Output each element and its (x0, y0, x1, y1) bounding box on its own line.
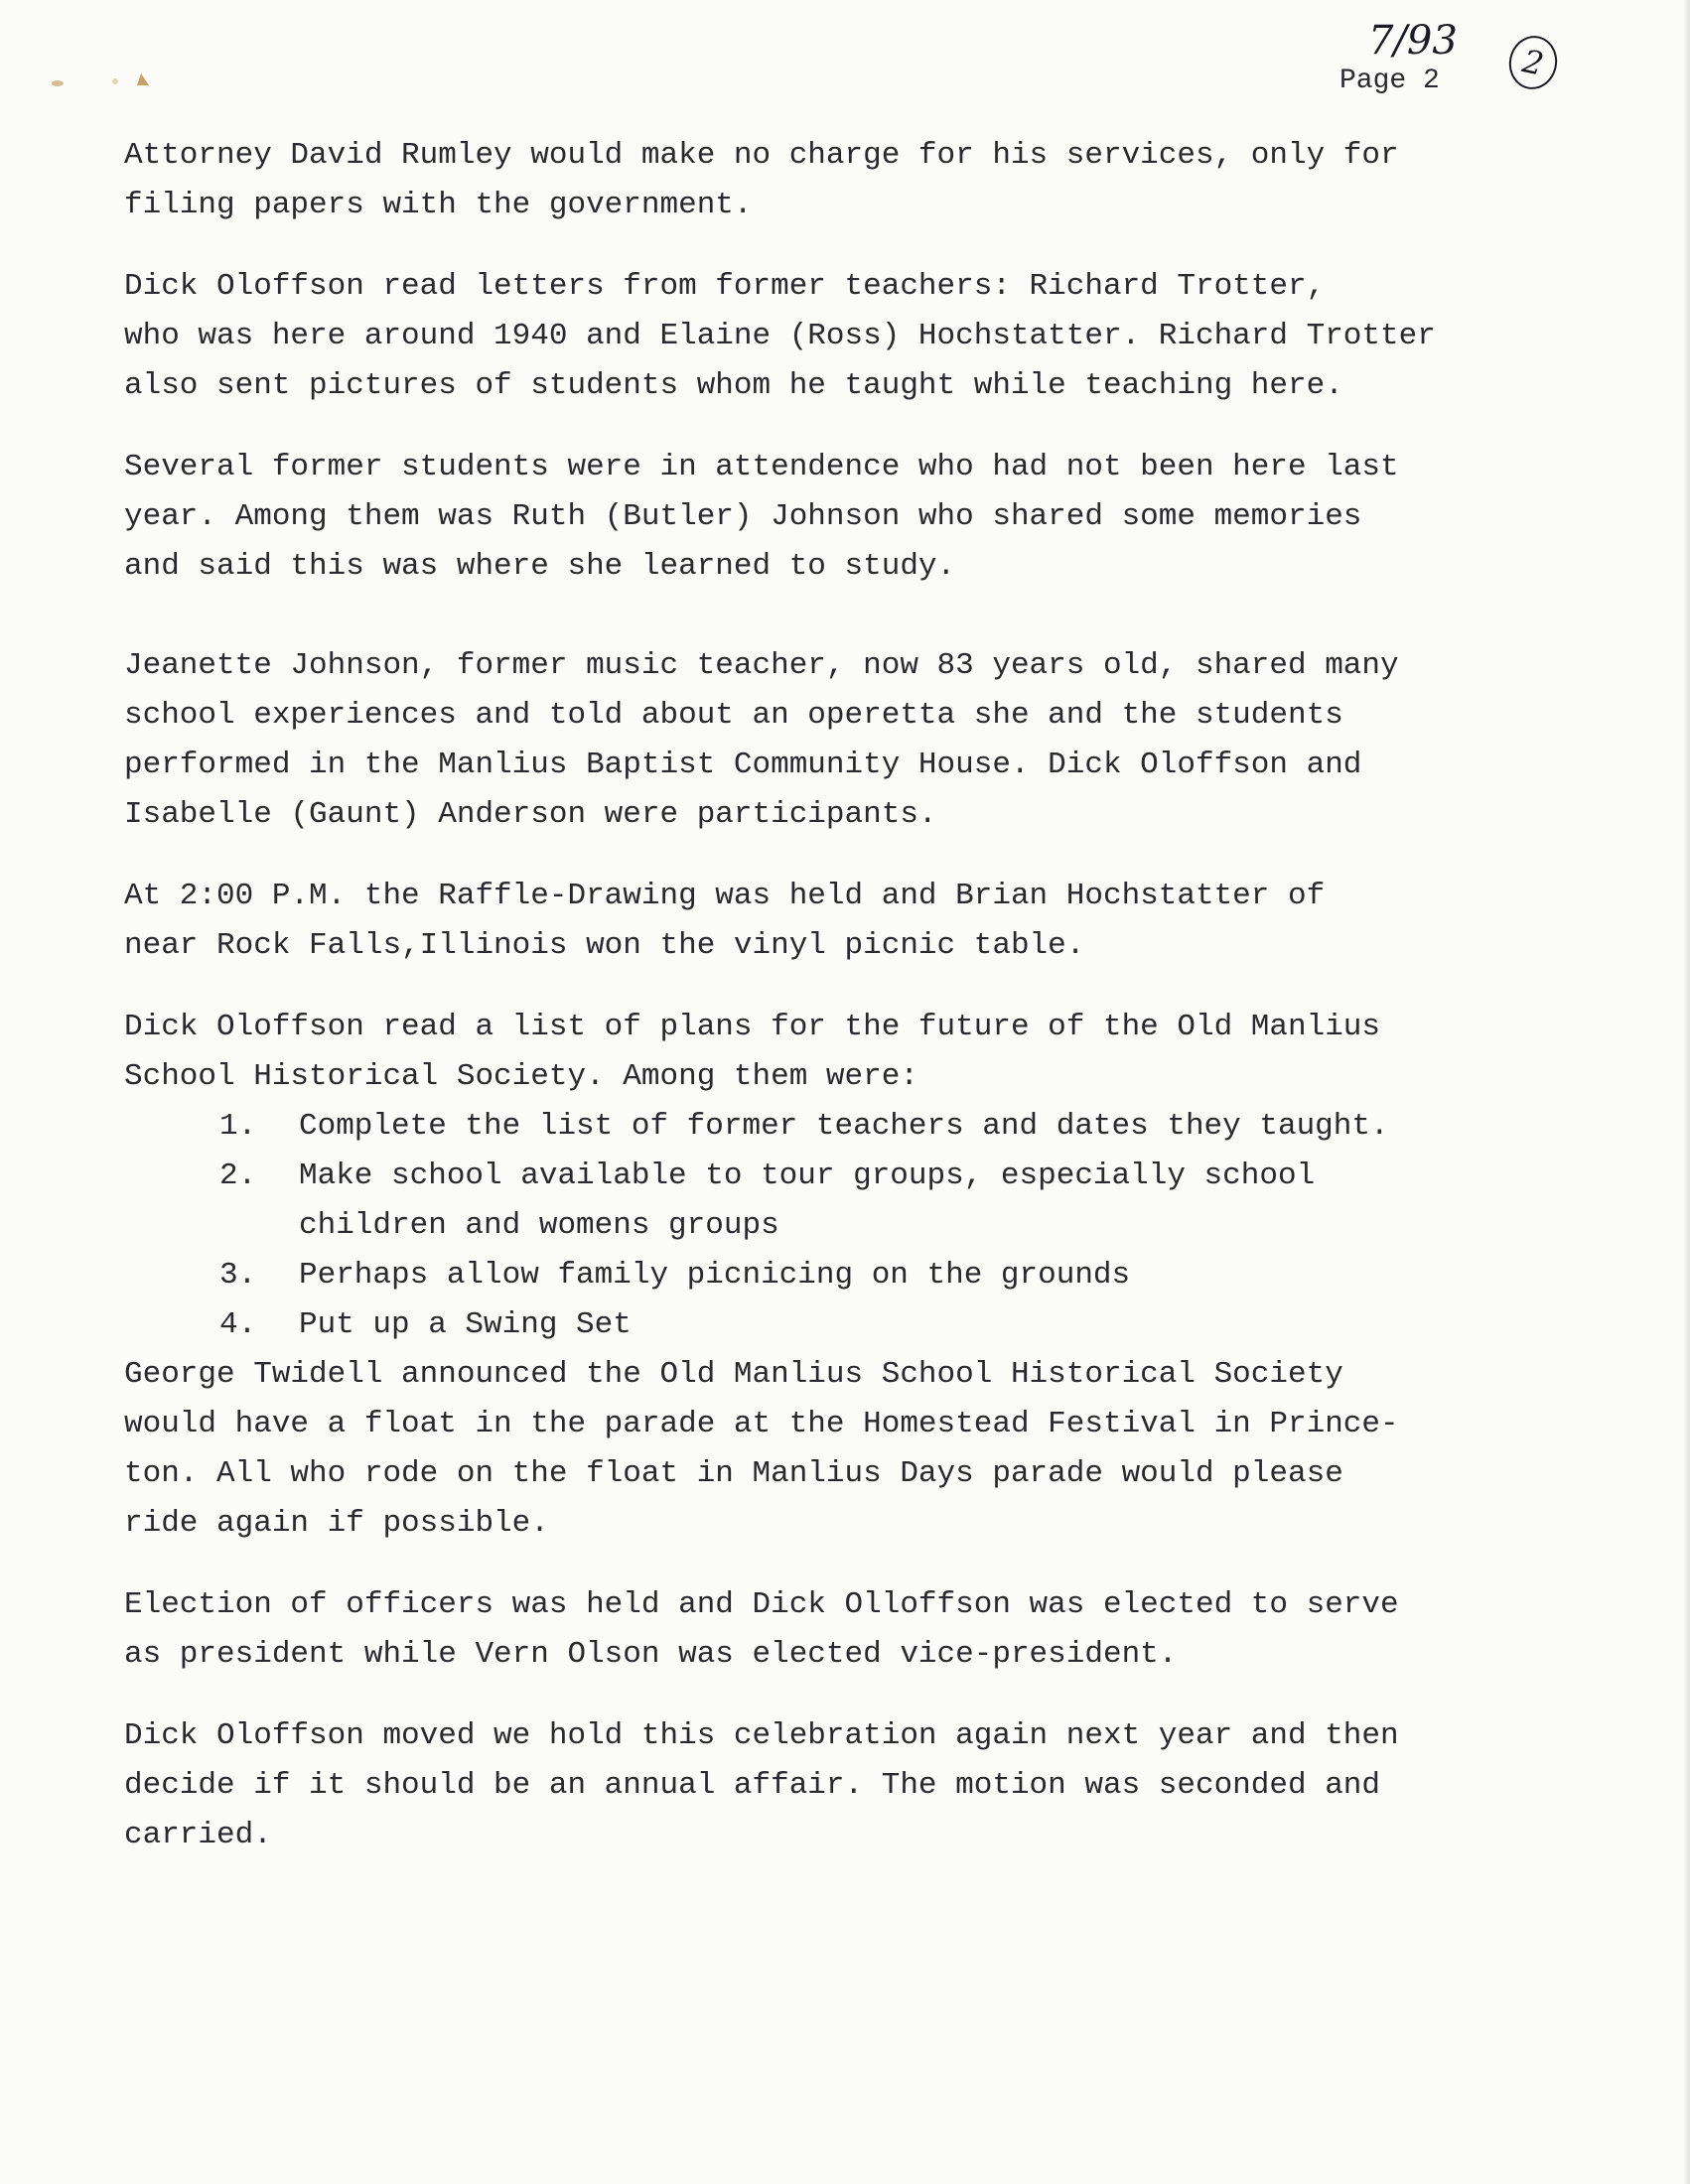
paragraph-music-teacher (124, 641, 1554, 840)
text-line: carried. (124, 1818, 272, 1852)
plan-text: Perhaps allow family picnicing on the grounds (299, 1258, 1131, 1293)
text-line: near Rock Falls,Illinois won the vinyl picnic table. (124, 928, 1085, 963)
text-line: who was here around 1940 and Elaine (Ross) Hochstatter. Richard Trotter (124, 319, 1436, 353)
typed-body (124, 131, 1554, 1860)
paragraph-motion (124, 1711, 1554, 1860)
text-line: as president while Vern Olson was elected vice-president. (124, 1637, 1178, 1672)
text-line: and said this was where she learned to study. (124, 549, 956, 584)
text-line: Attorney David Rumley would make no charge for his services, only for (124, 138, 1399, 173)
plan-item (124, 1102, 1554, 1152)
paragraph-attorney (124, 131, 1554, 230)
paragraph-plans-intro (124, 1003, 1554, 1102)
text-line: performed in the Manlius Baptist Community House. Dick Oloffson and (124, 748, 1362, 782)
paragraph-raffle (124, 872, 1554, 971)
plan-item-continued (124, 1201, 1554, 1251)
paragraph-former-students (124, 443, 1554, 592)
plan-number: 2. (219, 1159, 257, 1193)
text-line: ton. All who rode on the float in Manlius Days parade would please (124, 1456, 1343, 1491)
text-line: Several former students were in attendence who had not been here last (124, 450, 1399, 484)
plan-text: Make school available to tour groups, especially school (299, 1159, 1316, 1193)
text-line: also sent pictures of students whom he taught while teaching here. (124, 368, 1343, 403)
plan-item (124, 1300, 1554, 1350)
text-line: ride again if possible. (124, 1506, 549, 1541)
text-line: At 2:00 P.M. the Raffle-Drawing was held and Brian Hochstatter of (124, 879, 1326, 913)
text-line: Dick Oloffson read a list of plans for the future of the Old Manlius (124, 1010, 1381, 1044)
page-label: Page 2 (1339, 66, 1440, 96)
handwritten-date: 7/93 (1368, 18, 1458, 64)
plan-number: 1. (219, 1109, 257, 1144)
ink-stain-marks (46, 68, 165, 97)
text-line: year. Among them was Ruth (Butler) Johnson who shared some memories (124, 499, 1362, 534)
text-line: School Historical Society. Among them were: (124, 1059, 918, 1094)
plan-text: children and womens groups (299, 1208, 779, 1243)
text-line: Isabelle (Gaunt) Anderson were participants. (124, 797, 937, 832)
text-line: George Twidell announced the Old Manlius School Historical Society (124, 1357, 1343, 1392)
plans-list (124, 1102, 1554, 1350)
plan-item (124, 1251, 1554, 1300)
circled-page-number: 2 (1504, 32, 1562, 94)
plan-number: 3. (219, 1258, 257, 1293)
text-line: Dick Oloffson read letters from former teachers: Richard Trotter, (124, 269, 1326, 304)
paragraph-float (124, 1350, 1554, 1549)
plan-item (124, 1152, 1554, 1201)
text-line: filing papers with the government. (124, 188, 753, 222)
paragraph-letters (124, 262, 1554, 411)
paragraph-election (124, 1580, 1554, 1680)
plan-text: Complete the list of former teachers and dates they taught. (299, 1109, 1389, 1144)
text-line: decide if it should be an annual affair. The motion was seconded and (124, 1768, 1381, 1803)
text-line: Jeanette Johnson, former music teacher, now 83 years old, shared many (124, 648, 1399, 683)
text-line: Election of officers was held and Dick Olloffson was elected to serve (124, 1587, 1399, 1622)
plan-text: Put up a Swing Set (299, 1307, 632, 1342)
text-line: would have a float in the parade at the Homestead Festival in Prince- (124, 1407, 1399, 1441)
text-line: school experiences and told about an operetta she and the students (124, 698, 1343, 733)
plan-number: 4. (219, 1307, 257, 1342)
text-line: Dick Oloffson moved we hold this celebration again next year and then (124, 1718, 1399, 1753)
